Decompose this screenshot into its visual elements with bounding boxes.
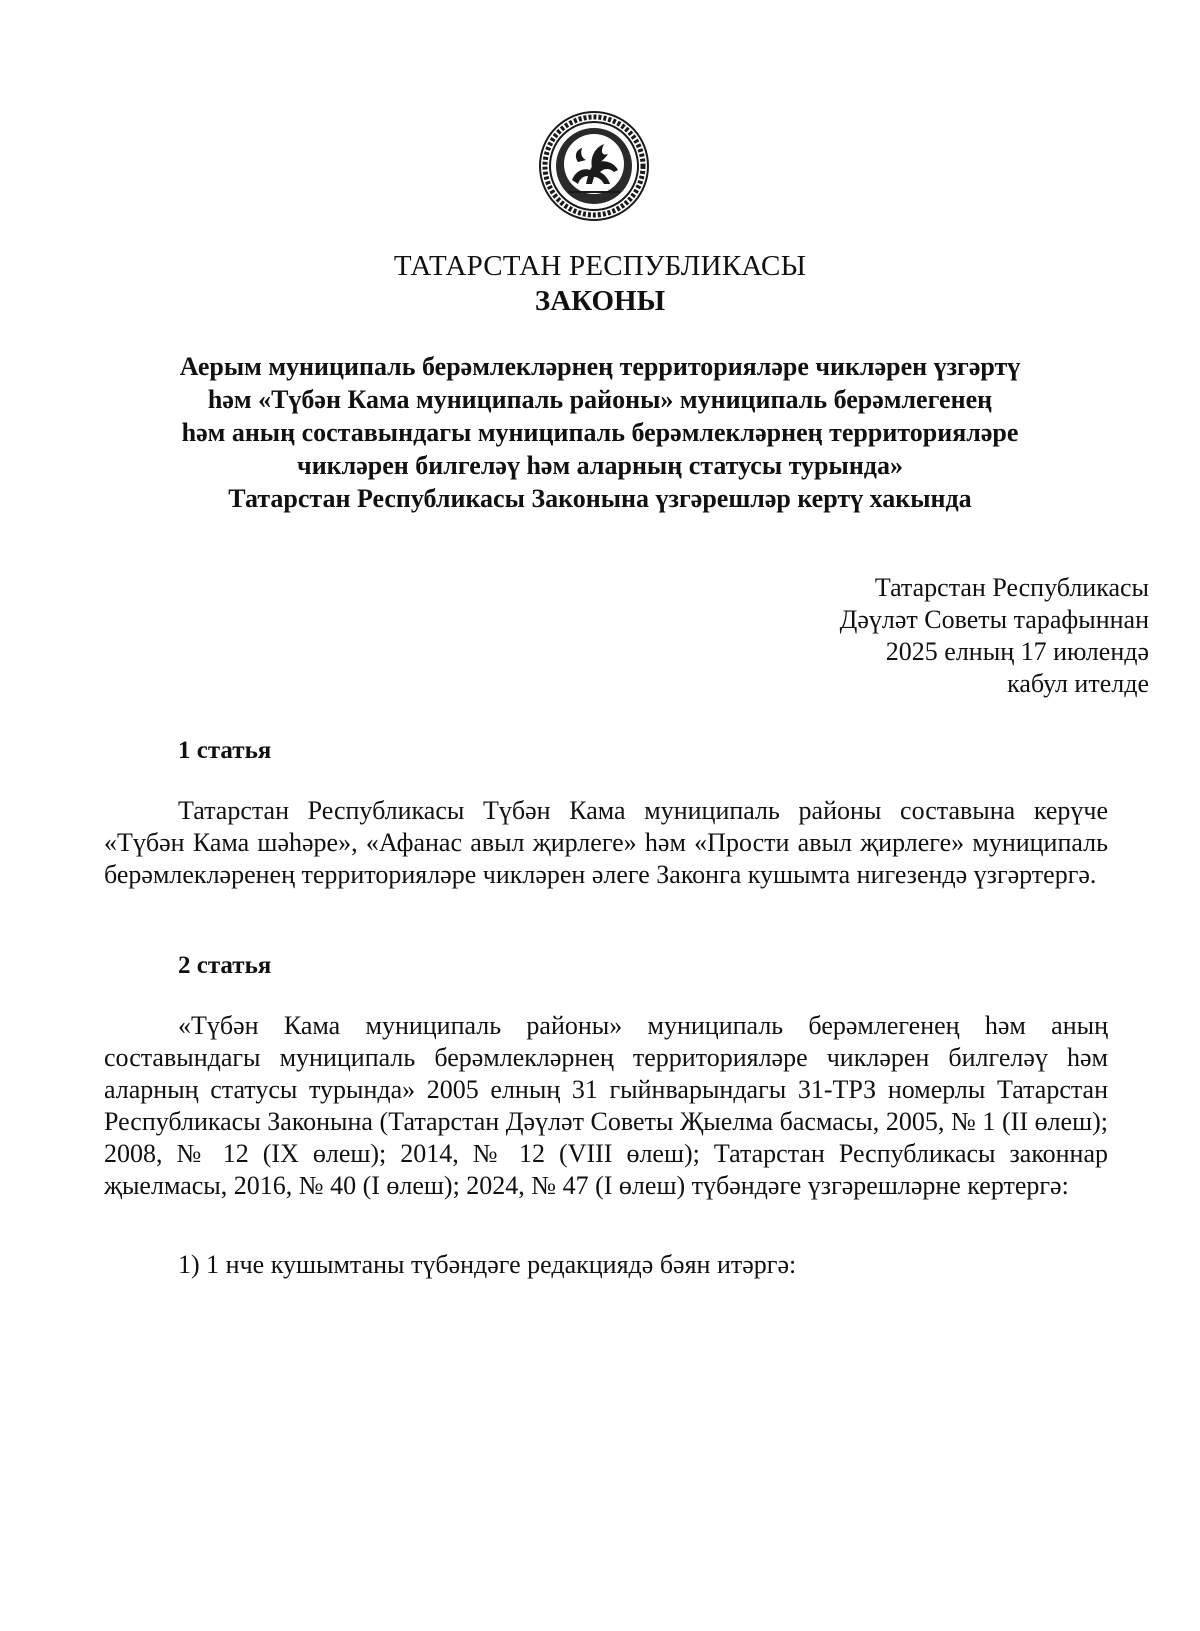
adoption-block (840, 572, 1149, 700)
law-title-line: Аерым муниципаль берәмлекләрнең территорияләре чикләрен үзгәртү (179, 352, 1021, 381)
law-title-line: чикләрен билгеләү һәм аларның статусы турында» (297, 451, 903, 480)
adoption-line: Дәүләт Советы тарафыннан (839, 605, 1149, 634)
law-title-line: Татарстан Республикасы Законына үзгәрешләр кертү хакында (228, 484, 972, 513)
article-1-text (104, 795, 1108, 891)
article-1-body: Татарстан Республикасы Түбән Кама муниципаль районы составына керүче «Түбән Кама шәһәре», «Афанас авыл җирлеге» һәм «Прости авыл җирлеге» муниципаль берәмлекләренең территорияләре чикләрен әлеге Законга кушымта нигезендә үзгәртергә. (104, 796, 1108, 889)
article-2-heading: 2 статья (178, 952, 272, 979)
law-title (140, 350, 1060, 515)
article-1-heading: 1 статья (178, 737, 272, 764)
article-2-item-1: 1) 1 нче кушымтаны түбәндәге редакциядә бәян итәргә: (178, 1250, 797, 1279)
adoption-line: Татарстан Республикасы (874, 573, 1149, 602)
law-title-line: һәм аның составындагы муниципаль берәмлекләрнең территорияләре (181, 418, 1019, 447)
article-2-body: «Түбән Кама муниципаль районы» муниципаль берәмлегенең һәм аның составындагы муниципаль берәмлекләрнең территорияләре чикләрен билгеләү һәм аларның статусы турында» 2005 елның 31 гыйнварындагы 31-ТРЗ номерлы Татарстан Республикасы Законына (Татарстан Дәүләт Советы Җыелма басмасы, 2005, № 1 (II өлеш); 2008, № 12 (IX өлеш); 2014, № 12 (VIII өлеш); Татарстан Республикасы законнар җыелмасы, 2016, № 40 (I өлеш); 2024, № 47 (I өлеш) түбәндәге үзгәрешләрне кертергә: (104, 1011, 1108, 1200)
adoption-line: 2025 елның 17 июлендә (885, 637, 1149, 666)
article-2-text (104, 1010, 1108, 1202)
tatarstan-coat-of-arms-icon (538, 110, 650, 222)
republic-name: ТАТАРСТАН РЕСПУБЛИКАСЫ (393, 250, 807, 282)
law-label: ЗАКОНЫ (534, 285, 666, 317)
adoption-line: кабул ителде (1007, 669, 1149, 698)
law-title-line: һәм «Түбән Кама муниципаль районы» муниципаль берәмлегенең (207, 385, 993, 414)
